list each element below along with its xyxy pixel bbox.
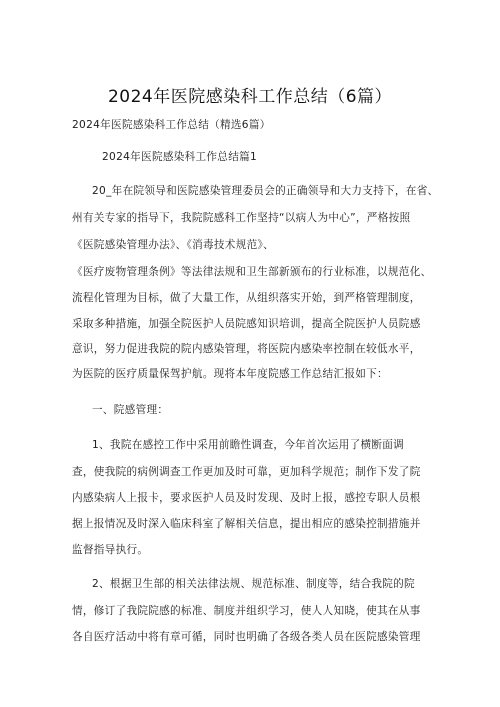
paragraph-line: 《医院感染管理办法》、《消毒技术规范》、 bbox=[72, 239, 274, 251]
section-heading: 2024年医院感染科工作总结篇1 bbox=[102, 151, 258, 163]
section-subheading: 一、院感管理： bbox=[92, 404, 169, 416]
paragraph-line: 为医院的医疗质量保驾护航。现将本年度院感工作总结汇报如下： bbox=[72, 368, 388, 380]
paragraph-line: 1、我院在感控工作中采用前瞻性调查，今年首次运用了横断面调 bbox=[92, 439, 405, 451]
paragraph-line: 意识，努力促进我院的院内感染管理，将医院内感染率控制在较低水平， bbox=[72, 343, 421, 355]
paragraph-line: 2、根据卫生部的相关法律法规、规范标准、制度等，结合我院的院 bbox=[92, 578, 415, 590]
document-title: 2024年医院感染科工作总结（6篇） bbox=[107, 87, 393, 107]
paragraph-line: 查，使我院的病例调查工作更加及时可靠，更加科学规范；制作下发了院 bbox=[72, 466, 421, 478]
paragraph-line: 内感染病人上报卡，要求医护人员及时发现、及时上报，感控专职人员根 bbox=[72, 492, 421, 504]
paragraph-line: 情，修订了我院院感的标准、制度并组织学习，使人人知晓，使其在从事 bbox=[72, 605, 421, 617]
paragraph-line: 据上报情况及时深入临床科室了解相关信息，提出相应的感染控制措施并 bbox=[72, 518, 421, 530]
paragraph-line: 采取多种措施，加强全院医护人员院感知识培训，提高全院医护人员院感 bbox=[72, 318, 421, 330]
paragraph-line: 州有关专家的指导下，我院院感科工作坚持“以病人为中心”，严格按照 bbox=[72, 212, 411, 224]
paragraph-line: 各自医疗活动中将有章可循，同时也明确了各级各类人员在医院感染管理 bbox=[72, 631, 421, 643]
paragraph-line: 20_年在院领导和医院感染管理委员会的正确领导和大力支持下，在省、 bbox=[92, 185, 439, 197]
paragraph-line: 监督指导执行。 bbox=[72, 544, 149, 556]
paragraph-line: 《医疗废物管理条例》等法律法规和卫生部新颁布的行业标准，以规范化、 bbox=[72, 266, 432, 278]
paragraph-line: 流程化管理为目标，做了大量工作，从组织落实开始，到严格管理制度， bbox=[72, 292, 421, 304]
document-subtitle: 2024年医院感染科工作总结（精选6篇） bbox=[72, 119, 271, 131]
